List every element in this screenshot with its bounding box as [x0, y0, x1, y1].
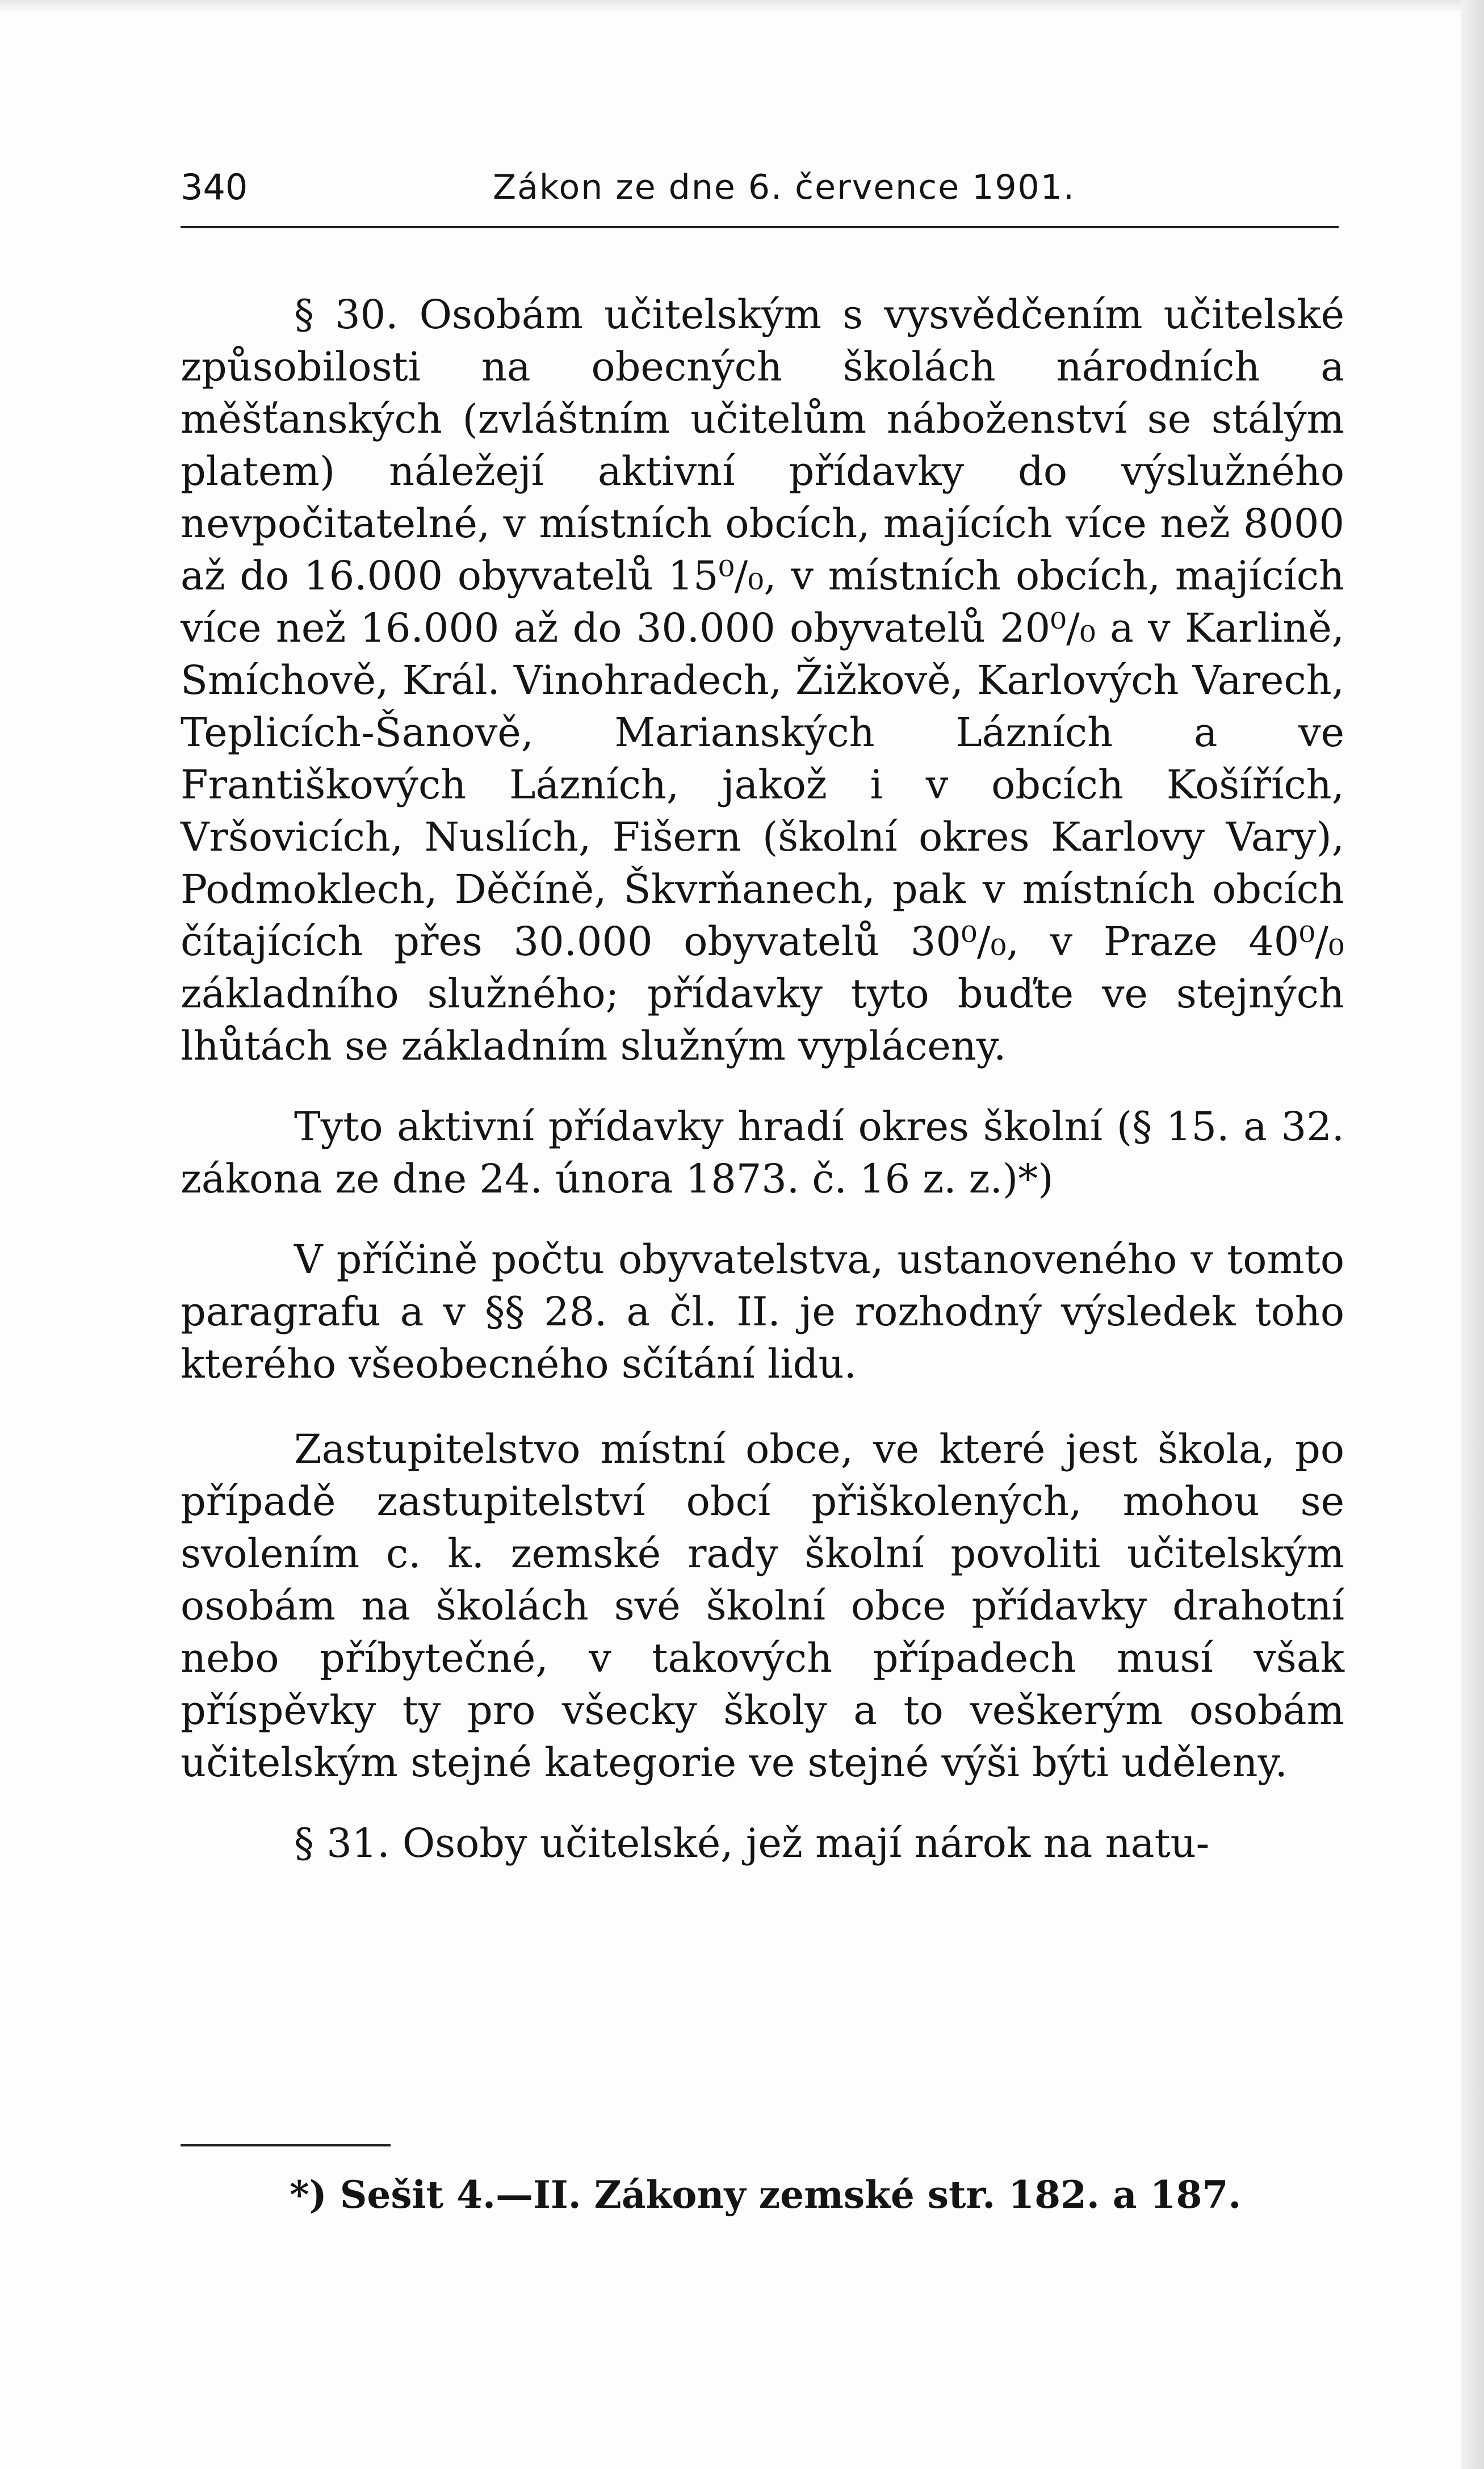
running-title: Zákon ze dne 6. července 1901. [493, 168, 1075, 207]
footnote: *) Sešit 4.—II. Zákony zemské str. 182. a 187. [290, 2173, 1242, 2217]
paragraph-population: V příčině počtu obyvatelstva, ustanoveného v tomto paragrafu a v §§ 28. a čl. II. je rozhodný výsledek toho kterého všeobecného sčítání lidu. [181, 1236, 1344, 1387]
page-number: 340 [181, 166, 248, 208]
paragraph-section-31: § 31. Osoby učitelské, jež mají nárok na natu- [294, 1820, 1210, 1867]
scan-edge-top [0, 0, 1484, 12]
body-text [181, 288, 1344, 1869]
paragraph-section-30: § 30. Osobám učitelským s vysvědčením učitelské způsobilosti na obecných školách národních a měšťanských (zvláštním učitelům náboženství se stálým platem) náležejí aktivní přídavky do výslužného nevpočitatelné, v místních obcích, majících více než 8000 až do 16.000 obyvatelů 15⁰/₀, v místních obcích, majících více než 16.000 až do 30.000 obyvatelů 20⁰/₀ a v Karlině, Smíchově, Král. Vinohradech, Žižkově, Karlových Varech, Teplicích-Šanově, Marianských Lázních a ve Františkových Lázních, jakož i v obcích Košířích, Vršovicích, Nuslích, Fišern (školní okres Karlovy Vary), Podmoklech, Děčíně, Škvrňanech, pak v místních obcích čítajících přes 30.000 obyvatelů 30⁰/₀, v Praze 40⁰/₀ základního služného; přídavky tyto buďte ve stejných lhůtách se základním služným vypláceny. [181, 291, 1344, 1069]
footnote-rule [181, 2144, 391, 2146]
header-rule [181, 226, 1339, 228]
page-header [181, 165, 1339, 210]
scan-edge-right [1461, 0, 1484, 2469]
paragraph-funding: Tyto aktivní přídavky hradí okres školní (§ 15. a 32. zákona ze dne 24. února 1873. č. 16 z. z.)*) [181, 1103, 1344, 1202]
paragraph-municipal-allowances: Zastupitelstvo místní obce, ve které jest škola, po případě zastupitelství obcí přiškolených, mohou se svolením c. k. zemské rady školní povoliti učitelským osobám na školách své školní obce přídavky drahotní nebo příbytečné, v takových případech musí však příspěvky ty pro všecky školy a to veškerým osobám učitelským stejné kategorie ve stejné výši býti uděleny. [181, 1426, 1344, 1786]
